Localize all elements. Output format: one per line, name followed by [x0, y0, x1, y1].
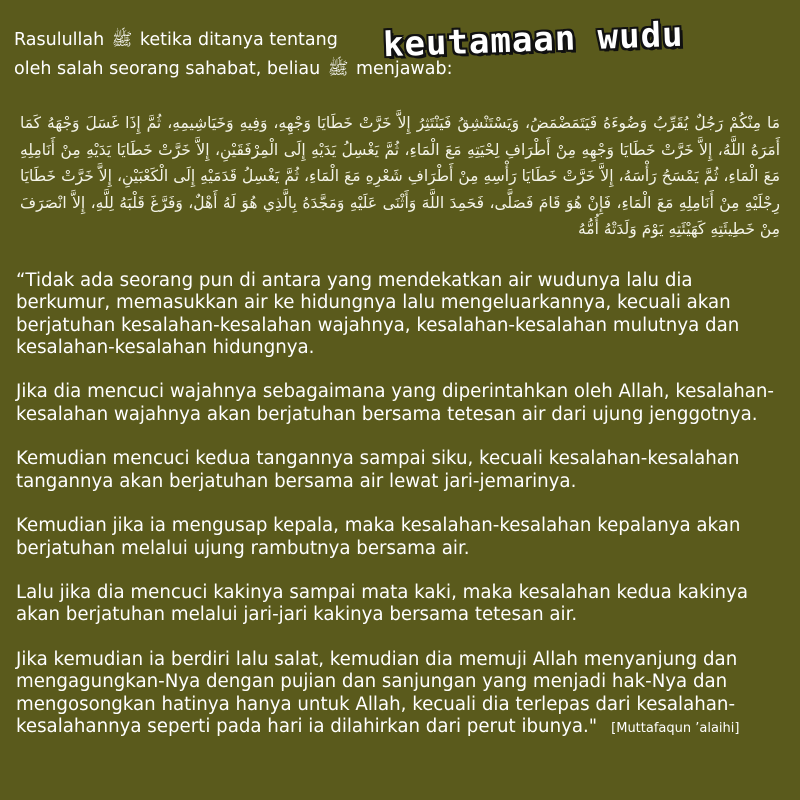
translation-body: [16, 270, 786, 740]
translation-paragraph-3: Kemudian mencuci kedua tangannya sampai siku, kecuali kesalahan-kesalahan tangannya akan berjatuhan bersama air lewat jari-jemarinya.: [16, 448, 740, 492]
translation-paragraph-6: [16, 649, 786, 740]
translation-paragraph-5: Lalu jika dia mencuci kakinya sampai mata kaki, maka kesalahan kedua kakinya akan berjatuhan melalui jari-jari kakinya bersama tetesan air.: [16, 582, 748, 626]
hadith-source: [Muttafaqun ’alaihi]: [611, 720, 740, 736]
translation-paragraph-1: “Tidak ada seorang pun di antara yang mendekatkan air wudunya lalu dia berkumur, memasukkan air ke hidungnya lalu mengeluarkannya, kecuali akan berjatuhan kesalahan-kesalahan wajahnya, kesalahan-kesalahan mulutnya dan kesalahan-kesalahan hidungnya.: [16, 270, 740, 358]
header-line-2-after: menjawab:: [355, 59, 453, 79]
header-line-1-text: Rasulullah: [14, 30, 105, 50]
translation-paragraph-2: Jika dia mencuci wajahnya sebagaimana yang diperintahkan oleh Allah, kesalahan-kesalahan wajahnya akan berjatuhan bersama tetesan air dari ujung jenggotnya.: [16, 381, 774, 425]
pbuh-glyph-2: ﷺ: [327, 59, 349, 79]
pbuh-glyph: ﷺ: [111, 30, 133, 50]
page-title: keutamaan wudu: [382, 14, 685, 66]
header-line-1-after: ketika ditanya tentang: [139, 30, 338, 50]
translation-paragraph-4: Kemudian jika ia mengusap kepala, maka kesalahan-kesalahan kepalanya akan berjatuhan melalui ujung rambutnya bersama air.: [16, 515, 741, 559]
translation-paragraph-6-text: Jika kemudian ia berdiri lalu salat, kemudian dia memuji Allah menyanjung dan mengagungkan-Nya dengan pujian dan sanjungan yang menjadi hak-Nya dan mengosongkan hatinya hanya untuk Allah, kecuali dia terlepas dari kesalahan-kesalahannya seperti pada hari ia dilahirkan dari perut ibunya.": [16, 649, 738, 737]
header-line-2-text: oleh salah seorang sahabat, beliau: [14, 59, 321, 79]
arabic-hadith-text: مَا مِنْكُمْ رَجُلٌ يُقَرِّبُ وَضُوءَهُ فَيَتَمَضْمَضُ، وَيَسْتَنْشِقُ فَيَنْتَثِرُ إِلاَّ خَرَّتْ خَطَايَا وَجْهِهِ، وَفِيهِ وَخَيَاشِيمِهِ، ثُمَّ إِذَا غَسَلَ وَجْهَهُ كَمَا أَمَرَهُ اللَّهُ، إِلاَّ خَرَّتْ خَطَايَا وَجْهِهِ مِنْ أَطْرَافِ لِحْيَتِهِ مَعَ الْمَاءِ، ثُمَّ يَغْسِلُ يَدَيْهِ إِلَى الْمِرْفَقَيْنِ، إِلاَّ خَرَّتْ خَطَايَا يَدَيْهِ مِنْ أَنَامِلِهِ مَعَ الْمَاءِ، ثُمَّ يَمْسَحُ رَأْسَهُ، إِلاَّ خَرَّتْ خَطَايَا رَأْسِهِ مِنْ أَطْرَافِ شَعْرِهِ مَعَ الْمَاءِ، ثُمَّ يَغْسِلُ قَدَمَيْهِ إِلَى الْكَعْبَيْنِ، إِلاَّ خَرَّتْ خَطَايَا رِجْلَيْهِ مِنْ أَنَامِلِهِ مَعَ الْمَاءِ، فَإِنْ هُوَ قَامَ فَصَلَّى، فَحَمِدَ اللَّهَ وَأَثْنَى عَلَيْهِ وَمَجَّدَهُ بِالَّذِي هُوَ لَهُ أَهْلٌ، وَفَرَّغَ قَلْبَهُ لِلَّهِ، إِلاَّ انْصَرَفَ مِنْ خَطِيئَتِهِ كَهَيْئَتِهِ يَوْمَ وَلَدَتْهُ أُمُّهُ: [20, 114, 780, 238]
